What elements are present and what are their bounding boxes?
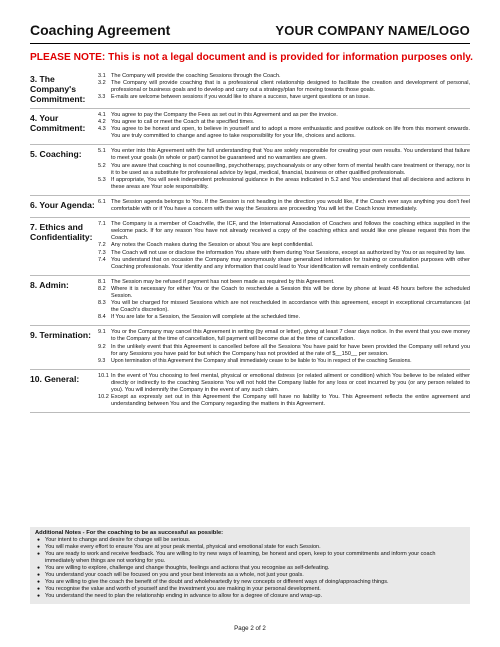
- clause-number: 8.3: [98, 300, 106, 307]
- clause: [98, 286, 470, 300]
- note-text: You recognise the value and worth of yourself and the investment you are making in your personal development.: [45, 586, 321, 593]
- bullet-icon: ●: [37, 544, 41, 551]
- clause: [98, 394, 470, 408]
- clause-text: Where it is necessary for either You or the Coach to reschedule a Session this will be done by phone at least 48 hours before the scheduled Session.: [111, 285, 470, 299]
- note-item: [35, 537, 465, 544]
- section-heading: 9. Termination:: [30, 330, 91, 341]
- section: [30, 218, 470, 276]
- clause: [98, 344, 470, 358]
- section: [30, 196, 470, 218]
- legal-notice: PLEASE NOTE: This is not a legal document and is provided for information purposes only.: [30, 52, 474, 63]
- clause-text: The Company is a member of Coachville, the ICF, and the International Association of Coaches and follows the coaching ethics supplied in the welcome pack. If for any reason You have not already received a copy of the coaching ethics and would like one please request this from the Coach.: [111, 221, 470, 242]
- clause-text: You agree to pay the Company the Fees as set out in this Agreement and as per the invoice.: [111, 112, 338, 118]
- bullet-icon: ●: [37, 572, 41, 579]
- clause-number: 5.1: [98, 148, 106, 155]
- page-number: Page 2 of 2: [234, 625, 266, 632]
- section-body: [98, 112, 470, 140]
- clause-number: 5.2: [98, 162, 106, 169]
- clause: [98, 314, 470, 321]
- section-body: [98, 279, 470, 322]
- note-item: [35, 544, 465, 551]
- clause-text: You understand that on occasion the Company may anonymously share generalized information for training or consultation purposes with other Coaching professionals. Your identity and any information that could lead to Your identification will remain entirely confidential.: [111, 256, 470, 270]
- clause-text: The Session may be refused if payment has not been made as required by this Agreement.: [111, 278, 335, 285]
- clause: [98, 126, 470, 140]
- clause: [98, 279, 470, 286]
- clause-number: 9.1: [98, 329, 106, 336]
- clause-number: 7.3: [98, 249, 106, 256]
- clause: [98, 80, 470, 94]
- section-heading: 8. Admin:: [30, 279, 69, 290]
- note-text: You are ready to work and receive feedback. You are willing to try new ways of learning, be honest and open, keep to your commitments and inform your coach immediately when things are not working for you.: [45, 551, 436, 565]
- clause-text: If You are late for a Session, the Session will complete at the scheduled time.: [111, 314, 301, 321]
- clause-number: 10.1: [98, 372, 109, 379]
- note-text: You understand the need to plan the relationship ending in advance to allow for a degree of closure and wrap-up.: [45, 593, 323, 600]
- clause: [98, 242, 470, 249]
- section-heading: 7. Ethics and Confidentiality:: [30, 222, 93, 243]
- clause-number: 6.1: [98, 198, 106, 205]
- agreement-sections: [30, 70, 470, 413]
- clause-text: You will be charged for missed Sessions which are not rescheduled in accordance with this agreement, except in exceptional circumstances (at the Coach's discretion).: [111, 300, 470, 314]
- clause: [98, 148, 470, 162]
- clause: [98, 300, 470, 314]
- clause-text: You agree to call or meet the Coach at the specified times.: [111, 119, 255, 126]
- clause-text: Except as expressly set out in this Agreement the Company will have no liability to You. This Agreement reflects the entire agreement and understanding between You and the Company regarding the matters in this Agreement.: [111, 394, 470, 408]
- clause: [98, 73, 470, 80]
- note-text: You understand your coach will be focused on you and your best interests as a whole, not just your goals.: [45, 572, 304, 579]
- note-item: [35, 579, 465, 586]
- clause-number: 4.1: [98, 112, 106, 118]
- section: [30, 326, 470, 369]
- section: [30, 370, 470, 413]
- clause-text: You enter into this Agreement with the full understanding that You are solely responsible for creating your own results. You understand that failure to meet your goals (in whole or part) cannot be guaranteed and no warranties are given.: [111, 148, 470, 162]
- clause-text: You or the Company may cancel this Agreement in writing (by email or letter), giving at least 7 clear days notice. In the event that you owe money to the Company at the time of cancellation, full payment will become due at the time of cancellation.: [111, 329, 470, 343]
- clause: [98, 112, 470, 119]
- clause-text: You agree to be honest and open, to believe in yourself and to adopt a more enthusiastic and positive outlook on life from this moment onwards. You are truly committed to change and agree to take responsibility for your life, choices and actions.: [111, 126, 470, 140]
- bullet-icon: ●: [37, 537, 41, 544]
- note-item: [35, 565, 465, 572]
- section-heading: 5. Coaching:: [30, 149, 82, 160]
- clause: [98, 257, 470, 271]
- clause: [98, 199, 470, 213]
- section-body: [98, 199, 470, 213]
- clause-text: The Session agenda belongs to You. If the Session is not heading in the direction you would like, if the Coach ever says anything you don't feel comfortable with or if You have a concern with the way the Sessions are proceeding You will let the Coach know immediately.: [111, 198, 470, 213]
- clause-number: 10.2: [98, 394, 109, 401]
- clause-number: 8.4: [98, 314, 106, 321]
- clause-number: 9.2: [98, 343, 106, 350]
- clause-number: 7.2: [98, 242, 106, 249]
- section-heading: 6. Your Agenda:: [30, 199, 95, 210]
- note-text: You will make every effort to ensure You are at your peak mental, physical and emotional state for each Session.: [45, 544, 321, 551]
- clause: [98, 94, 470, 101]
- clause-text: In the unlikely event that this Agreement is cancelled before all the Sessions You have paid for have been provided the Company will refund you for any Sessions you have paid for but which the Company has not provided at the rate of $__150__ per session.: [111, 343, 470, 357]
- additional-notes-box: [30, 527, 470, 604]
- clause-number: 8.2: [98, 285, 106, 292]
- bullet-icon: ●: [37, 551, 41, 558]
- clause: [98, 221, 470, 242]
- section: [30, 70, 470, 109]
- clause-text: The Coach will not use or disclose the information You share with them during Your Sessions, except as authorized by You or as required by law.: [111, 249, 466, 256]
- section: [30, 145, 470, 196]
- clause-number: 4.3: [98, 126, 106, 133]
- document-header: [30, 22, 470, 44]
- note-item: [35, 572, 465, 579]
- bullet-icon: ●: [37, 586, 41, 593]
- section-body: [98, 73, 470, 104]
- bullet-icon: ●: [37, 593, 41, 600]
- note-text: Your intent to change and desire for change will be serious.: [45, 537, 191, 544]
- clause-number: 5.3: [98, 176, 106, 183]
- clause-text: You are aware that coaching is not counselling, psychotherapy, psychoanalysis or any other form of mental health care treatment or therapy, nor is it to be used as a substitute for professional advice by legal, medical, financial, business or other qualified professionals.: [111, 162, 470, 176]
- section: [30, 109, 470, 145]
- note-item: [35, 551, 465, 565]
- section-heading: 10. General:: [30, 373, 80, 384]
- section-body: [98, 221, 470, 271]
- clause-number: 3.3: [98, 94, 106, 101]
- bullet-icon: ●: [37, 565, 41, 572]
- clause-number: 7.4: [98, 256, 106, 263]
- section-heading: 4. Your Commitment:: [30, 113, 86, 133]
- note-item: [35, 593, 465, 600]
- clause-text: The Company will provide the coaching Sessions through the Coach.: [111, 73, 281, 79]
- section-heading: 3. The Company's Commitment:: [30, 74, 86, 104]
- clause-number: 8.1: [98, 278, 106, 285]
- clause-number: 3.1: [98, 73, 106, 79]
- clause: [98, 329, 470, 343]
- clause: [98, 373, 470, 394]
- clause-text: Upon termination of this Agreement the Company shall immediately cease to be liable to You in respect of the coaching Sessions.: [111, 357, 412, 364]
- additional-notes-title: Additional Notes - For the coaching to be as successful as possible:: [35, 530, 224, 536]
- clause: [98, 358, 470, 365]
- note-text: You are willing to give the coach the benefit of the doubt and wholeheartedly try new concepts or different ways of doing/approaching things.: [45, 579, 389, 586]
- clause: [98, 119, 470, 126]
- note-text: You are willing to explore, challenge and change thoughts, feelings and actions that you recognise as self-defeating.: [45, 565, 330, 572]
- clause-text: If appropriate, You will seek independent professional guidance in the areas indicated in 5.2 and You understand that all decisions and actions in these areas are Your sole responsibility.: [111, 176, 470, 190]
- section-body: [98, 373, 470, 408]
- additional-notes-list: [35, 537, 465, 600]
- clause-text: In the event of You choosing to feel mental, physical or emotional distress (or related ailment or condition) which You believe to be related either directly or indirectly to the coaching Sessions You will not hold the Company liable for any loss or cost incurred by you (or any person related to you). You will indemnify the Company in the event of any such claim.: [111, 372, 470, 393]
- note-item: [35, 586, 465, 593]
- clause-text: E-mails are welcome between sessions if you would like to share a success, have urgent questions or an issue.: [111, 94, 370, 101]
- clause: [98, 177, 470, 191]
- section-body: [98, 148, 470, 191]
- clause: [98, 250, 470, 257]
- document-title: Coaching Agreement: [30, 22, 171, 38]
- clause-number: 3.2: [98, 80, 106, 87]
- clause-number: 9.3: [98, 357, 106, 364]
- company-name-logo: YOUR COMPANY NAME/LOGO: [275, 23, 470, 38]
- clause-text: Any notes the Coach makes during the Session or about You are kept confidential.: [111, 242, 314, 249]
- clause-number: 4.2: [98, 119, 106, 126]
- clause: [98, 163, 470, 177]
- clause-text: The Company will provide coaching that is a professional client relationship designed to facilitate the creation and development of personal, professional or business goals and to develop and carry out a strategy/plan for moving towards those goals.: [111, 80, 470, 94]
- clause-number: 7.1: [98, 221, 106, 228]
- bullet-icon: ●: [37, 579, 41, 586]
- section: [30, 276, 470, 327]
- section-body: [98, 329, 470, 364]
